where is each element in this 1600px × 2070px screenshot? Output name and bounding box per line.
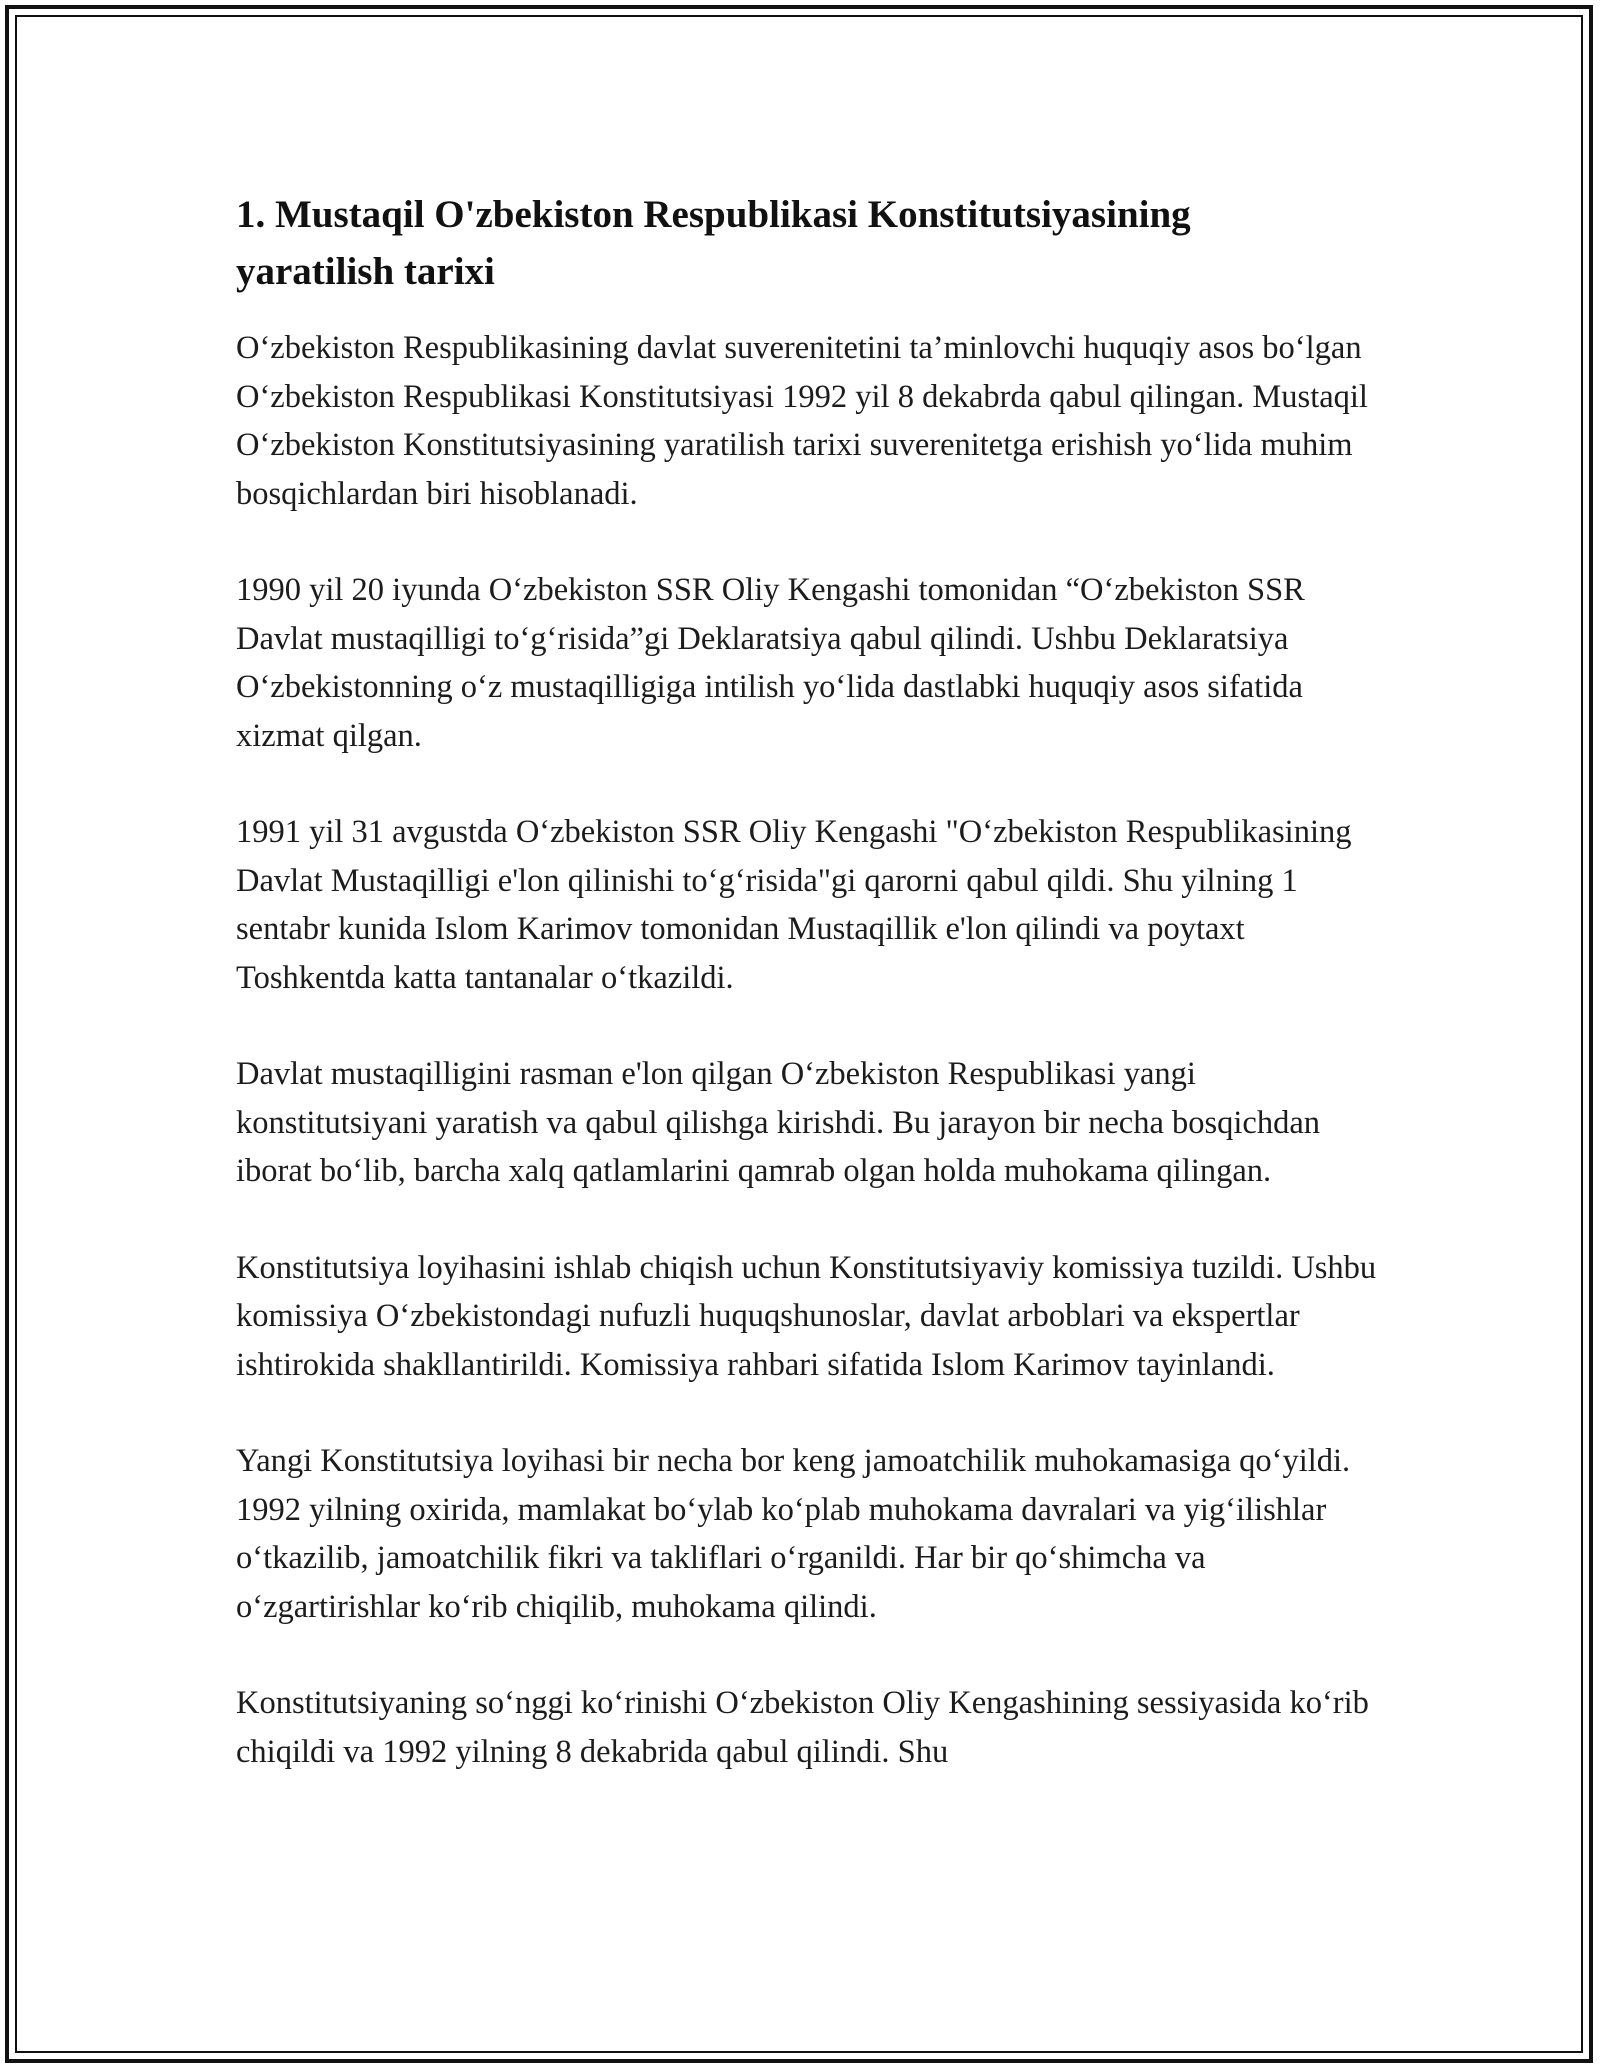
section-title-line-2: yaratilish tarixi — [236, 250, 495, 293]
section-title-line-1: 1. Mustaqil O'zbekiston Respublikasi Konstitutsiyasining — [236, 193, 1191, 236]
paragraph-1: O‘zbekiston Respublikasining davlat suverenitetini ta’minlovchi huquqiy asos bo‘lgan O‘zbekiston Respublikasi Konstitutsiyasi 1992 yil 8 dekabrda qabul qilingan. Mustaqil O‘zbekiston Konstitutsiyasining yaratilish tarixi suverenitetga erishish yo‘lida muhim bosqichlardan biri hisoblanadi. — [236, 330, 1368, 512]
document-page — [236, 186, 1386, 1824]
section-title — [236, 186, 1386, 300]
paragraph-5: Konstitutsiya loyihasini ishlab chiqish uchun Konstitutsiyaviy komissiya tuzildi. Ushbu komissiya O‘zbekistondagi nufuzli huquqshunoslar, davlat arboblari va ekspertlar ishtirokida shakllantirildi. Komissiya rahbari sifatida Islom Karimov tayinlandi. — [236, 1249, 1377, 1383]
paragraph-3: 1991 yil 31 avgustda O‘zbekiston SSR Oliy Kengashi "O‘zbekiston Respublikasining Davlat Mustaqilligi e'lon qilinishi to‘g‘risida"gi qarorni qabul qildi. Shu yilning 1 sentabr kunida Islom Karimov tomonidan Mustaqillik e'lon qilindi va poytaxt Toshkentda katta tantanalar o‘tkazildi. — [236, 814, 1352, 996]
paragraph-2: 1990 yil 20 iyunda O‘zbekiston SSR Oliy Kengashi tomonidan “O‘zbekiston SSR Davlat mustaqilligi to‘g‘risida”gi Deklaratsiya qabul qilindi. Ushbu Deklaratsiya O‘zbekistonning o‘z mustaqilligiga intilish yo‘lida dastlabki huquqiy asos sifatida xizmat qilgan. — [236, 572, 1305, 754]
paragraph-7: Konstitutsiyaning so‘nggi ko‘rinishi O‘zbekiston Oliy Kengashining sessiyasida ko‘rib chiqildi va 1992 yilning 8 dekabrida qabul qilindi. Shu — [236, 1685, 1369, 1770]
paragraph-4: Davlat mustaqilligini rasman e'lon qilgan O‘zbekiston Respublikasi yangi konstitutsiyani yaratish va qabul qilishga kirishdi. Bu jarayon bir necha bosqichdan iborat bo‘lib, barcha xalq qatlamlarini qamrab olgan holda muhokama qilingan. — [236, 1056, 1321, 1189]
paragraph-6: Yangi Konstitutsiya loyihasi bir necha bor keng jamoatchilik muhokamasiga qo‘yildi. 1992 yilning oxirida, mamlakat bo‘ylab ko‘plab muhokama davralari va yig‘ilishlar o‘tkazilib, jamoatchilik fikri va takliflari o‘rganildi. Har bir qo‘shimcha va o‘zgartirishlar ko‘rib chiqilib, muhokama qilindi. — [236, 1443, 1351, 1625]
